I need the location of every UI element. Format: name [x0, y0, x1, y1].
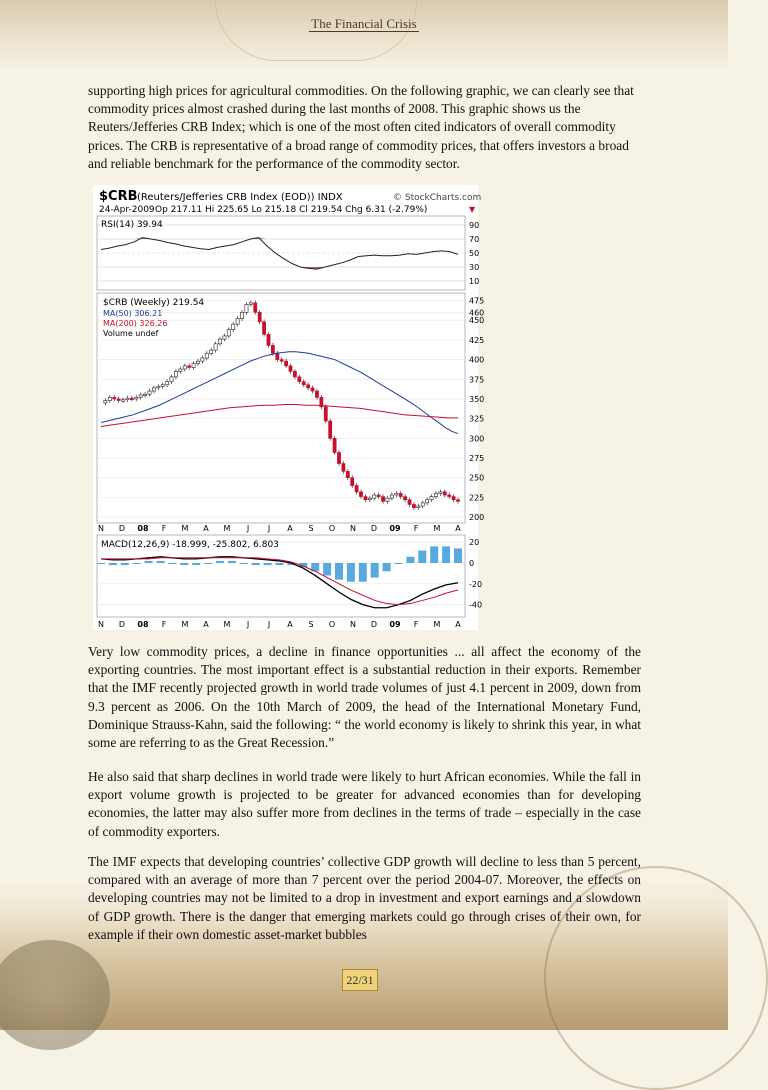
x-month-label: J — [267, 524, 271, 533]
price-tick-label: 475 — [469, 296, 485, 306]
price-candle — [262, 322, 265, 335]
rsi-tick-label: 70 — [469, 235, 480, 244]
price-candle — [104, 401, 107, 403]
price-candle — [373, 495, 376, 498]
price-candle — [421, 503, 424, 506]
macd-histogram-bar — [395, 563, 403, 564]
price-candle — [315, 391, 318, 397]
price-candle — [298, 377, 301, 382]
rsi-tick-label: 90 — [469, 221, 480, 230]
paragraph-4: The IMF expects that developing countries’ collective GDP growth will decline to less than 5 percent, compared with an average of more than 7 percent over the period 2004-07. Moreover, the effects on developing countries may not be limited to a drop in investment and export earnings and a slowdown of GDP growth. There is the danger that emerging markets could go through crises of their own, for example if their own domestic asset-market bubbles — [88, 854, 641, 942]
macd-histogram-bar — [347, 563, 355, 582]
macd-histogram-bar — [192, 563, 200, 565]
macd-histogram-bar — [180, 563, 188, 565]
price-candle — [390, 495, 393, 498]
price-candle — [108, 397, 111, 400]
x-month-label: J — [246, 620, 250, 629]
x-month-label: A — [287, 620, 293, 629]
x-month-label: M — [181, 524, 189, 533]
x-month-label: N — [98, 620, 104, 629]
macd-histogram-bar — [109, 563, 117, 565]
x-month-label: 09 — [389, 620, 401, 629]
rsi-label: RSI(14) 39.94 — [101, 220, 163, 230]
x-month-label: M — [223, 620, 231, 629]
price-candle — [148, 391, 151, 394]
price-candle — [289, 366, 292, 372]
macd-histogram-bar — [418, 551, 426, 563]
macd-histogram-bar — [276, 563, 284, 565]
price-candle — [359, 492, 362, 497]
price-tick-label: 425 — [469, 335, 485, 345]
x-month-label: 08 — [137, 620, 149, 629]
price-candle — [443, 492, 446, 495]
x-month-label: A — [287, 524, 293, 533]
macd-histogram-bar — [323, 563, 331, 575]
x-month-label: J — [267, 620, 271, 629]
x-month-label: F — [161, 620, 167, 629]
price-candle — [218, 339, 221, 344]
macd-histogram-bar — [442, 546, 450, 563]
macd-histogram-bar — [430, 546, 438, 563]
x-month-label: F — [413, 524, 419, 533]
price-candle — [324, 407, 327, 421]
rsi-line — [101, 238, 458, 270]
macd-histogram-bar — [145, 561, 153, 563]
price-candle — [333, 438, 336, 452]
price-candle — [346, 471, 349, 477]
price-candle — [170, 377, 173, 382]
x-month-label: S — [308, 524, 314, 533]
macd-histogram-bar — [359, 563, 367, 582]
price-candle — [258, 312, 261, 321]
price-tick-label: 300 — [469, 434, 485, 444]
price-candle — [240, 312, 243, 318]
price-candle — [130, 398, 133, 400]
price-candle — [280, 360, 283, 362]
price-candle — [139, 395, 142, 397]
price-candle — [456, 500, 459, 502]
header-title-text: The Financial Crisis — [311, 16, 417, 31]
price-tick-label: 225 — [469, 493, 485, 503]
price-candle — [161, 385, 164, 387]
price-candle — [386, 498, 389, 501]
paragraph-3: He also said that sharp declines in world trade were likely to hurt African economies. While the fall in export volume growth is projected to be greater for advanced economies than for developing economies, the latter may also suffer more from declines in the terms of trade – especially in the case of commodity exporters. — [88, 769, 641, 839]
macd-histogram-bar — [371, 563, 379, 578]
chart-date: 24-Apr-2009 — [99, 205, 155, 215]
crb-chart — [93, 185, 485, 630]
price-candle — [426, 500, 429, 503]
price-candle — [232, 324, 235, 330]
price-candle — [166, 382, 169, 385]
price-candle — [201, 358, 204, 361]
x-month-label: S — [308, 620, 314, 629]
price-candle — [183, 366, 186, 369]
x-month-label: N — [350, 524, 356, 533]
price-candle — [143, 394, 146, 396]
coin-decoration — [0, 940, 110, 1050]
price-tick-label: 275 — [469, 454, 485, 464]
price-legend-2: MA(200) 326.26 — [103, 319, 168, 328]
price-legend-0: $CRB (Weekly) 219.54 — [103, 298, 205, 308]
ma50-line — [101, 352, 458, 434]
macd-histogram-bar — [240, 563, 248, 564]
price-candle — [126, 398, 129, 400]
price-candle — [412, 504, 415, 507]
price-candle — [364, 497, 367, 500]
macd-histogram-bar — [121, 563, 129, 565]
price-candle — [395, 493, 398, 495]
macd-tick-label: 20 — [469, 538, 480, 548]
x-month-label: F — [413, 620, 419, 629]
price-candle — [236, 319, 239, 325]
price-candle — [192, 364, 195, 368]
chart-ohlc: Op 217.11 Hi 225.65 Lo 215.18 Cl 219.54 Chg 6.31 (-2.79%) — [155, 205, 428, 215]
price-tick-label: 450 — [469, 316, 485, 326]
x-month-label: M — [433, 524, 441, 533]
rsi-tick-label: 30 — [469, 263, 480, 272]
price-candle — [448, 495, 451, 497]
x-month-label: N — [98, 524, 104, 533]
price-candle — [249, 303, 252, 305]
price-candle — [430, 497, 433, 500]
price-tick-label: 200 — [469, 513, 485, 523]
price-candle — [293, 371, 296, 377]
ma200-line — [101, 404, 458, 426]
price-candle — [271, 345, 274, 353]
macd-histogram-bar — [168, 563, 176, 564]
price-candle — [311, 388, 314, 391]
price-candle — [174, 371, 177, 377]
paragraph-1: supporting high prices for agricultural commodities. On the following graphic, we can clearly see that commodity prices almost crashed during the last months of 2008. This graphic shows us the Reuters/Jefferies CRB Index; which is one of the most often cited indicators of overall commodity prices. The CRB is representative of a broad range of commodity prices, that offers investors a broad and reliable benchmark for the performance of the commodity sector. — [88, 83, 634, 171]
chg-arrow-icon: ▼ — [469, 205, 476, 214]
macd-histogram-bar — [157, 561, 165, 563]
macd-histogram-bar — [204, 563, 212, 564]
price-candle — [408, 500, 411, 505]
price-candle — [351, 478, 354, 486]
price-tick-label: 375 — [469, 375, 485, 385]
price-candle — [381, 497, 384, 502]
paragraph-2: Very low commodity prices, a decline in finance opportunities ... all affect the economy of the exporting countries. The most important effect is a substantial reduction in their exports. Remember that the IMF recently projected growth in world trade volumes of just 4.1 percent in 2009, down from 9.3 percent as 2006. On the 10th March of 2009, the head of the International Monetary Fund, Dominique Strauss-Kahn, said the following: “ the world economy is likely to shrink this year, in what some are referring to as the Great Recession.” — [88, 644, 641, 751]
x-month-label: A — [455, 620, 461, 629]
rsi-oversold-fill — [101, 267, 458, 269]
x-month-label: 08 — [137, 524, 149, 533]
macd-histogram-bar — [216, 561, 224, 563]
x-month-label: M — [223, 524, 231, 533]
macd-histogram-bar — [335, 563, 343, 580]
price-candle — [434, 493, 437, 496]
price-candle — [214, 344, 217, 350]
price-tick-label: 460 — [469, 308, 485, 318]
price-candle — [368, 498, 371, 500]
x-month-label: A — [455, 524, 461, 533]
macd-tick-label: -40 — [469, 600, 483, 610]
page-number: 22/31 — [342, 969, 378, 991]
price-tick-label: 400 — [469, 355, 485, 365]
x-month-label: O — [328, 524, 336, 533]
x-month-label: M — [433, 620, 441, 629]
price-candle — [342, 464, 345, 472]
chart-name: (Reuters/Jefferies CRB Index (EOD)) INDX — [137, 192, 343, 203]
price-candle — [227, 330, 230, 336]
price-candle — [276, 353, 279, 359]
price-candle — [135, 397, 138, 399]
price-tick-label: 325 — [469, 414, 485, 424]
price-candle — [377, 495, 380, 497]
rsi-tick-label: 10 — [469, 277, 480, 286]
macd-histogram-bar — [264, 563, 272, 565]
x-month-label: M — [181, 620, 189, 629]
macd-histogram-bar — [383, 563, 391, 571]
price-candle — [307, 385, 310, 388]
macd-tick-label: -20 — [469, 579, 483, 589]
macd-histogram-bar — [454, 548, 462, 563]
macd-tick-label: 0 — [469, 559, 475, 568]
price-candle — [439, 492, 442, 494]
price-candle — [205, 353, 208, 358]
macd-histogram-bar — [406, 557, 414, 563]
chart-source: © StockCharts.com — [393, 193, 482, 203]
price-candle — [179, 369, 182, 371]
price-candle — [117, 399, 120, 401]
price-candle — [196, 361, 199, 363]
x-month-label: D — [370, 620, 378, 629]
x-month-label: D — [118, 524, 126, 533]
price-candle — [210, 350, 213, 353]
x-month-label: N — [350, 620, 356, 629]
rsi-group — [97, 221, 479, 286]
price-candle — [399, 493, 402, 496]
price-candle — [417, 506, 420, 508]
price-candle — [337, 452, 340, 463]
macd-histogram-bar — [97, 563, 105, 564]
price-candle — [121, 400, 124, 402]
price-candle — [157, 386, 160, 388]
price-candle — [152, 388, 155, 391]
price-candle — [355, 486, 358, 492]
x-month-label: J — [246, 524, 250, 533]
x-month-label: D — [118, 620, 126, 629]
price-candle — [452, 497, 455, 500]
x-month-label: A — [203, 524, 209, 533]
macd-histogram-bar — [133, 563, 141, 564]
x-month-label: F — [161, 524, 167, 533]
macd-histogram-bar — [252, 563, 260, 565]
crb-chart-svg — [93, 185, 485, 630]
price-candle — [113, 397, 116, 399]
price-candle — [254, 303, 257, 312]
price-candle — [245, 304, 248, 312]
price-candle — [404, 497, 407, 500]
price-candle — [329, 421, 332, 438]
price-tick-label: 250 — [469, 473, 485, 483]
price-tick-label: 350 — [469, 394, 485, 404]
price-candle — [188, 366, 191, 368]
macd-histogram-bar — [228, 561, 236, 563]
chart-symbol: $CRB — [99, 189, 138, 204]
header-title — [0, 16, 728, 32]
macd-label: MACD(12,26,9) -18.999, -25.802, 6.803 — [101, 540, 279, 550]
x-month-label: A — [203, 620, 209, 629]
price-legend-1: MA(50) 306.21 — [103, 309, 163, 318]
price-legend-3: Volume undef — [103, 329, 159, 338]
x-month-label: 09 — [389, 524, 401, 533]
price-candle — [267, 334, 270, 345]
price-candle — [285, 361, 288, 366]
rsi-tick-label: 50 — [469, 249, 480, 258]
x-month-label: O — [328, 620, 336, 629]
price-candle — [302, 382, 305, 385]
x-month-label: D — [370, 524, 378, 533]
price-candle — [223, 336, 226, 339]
